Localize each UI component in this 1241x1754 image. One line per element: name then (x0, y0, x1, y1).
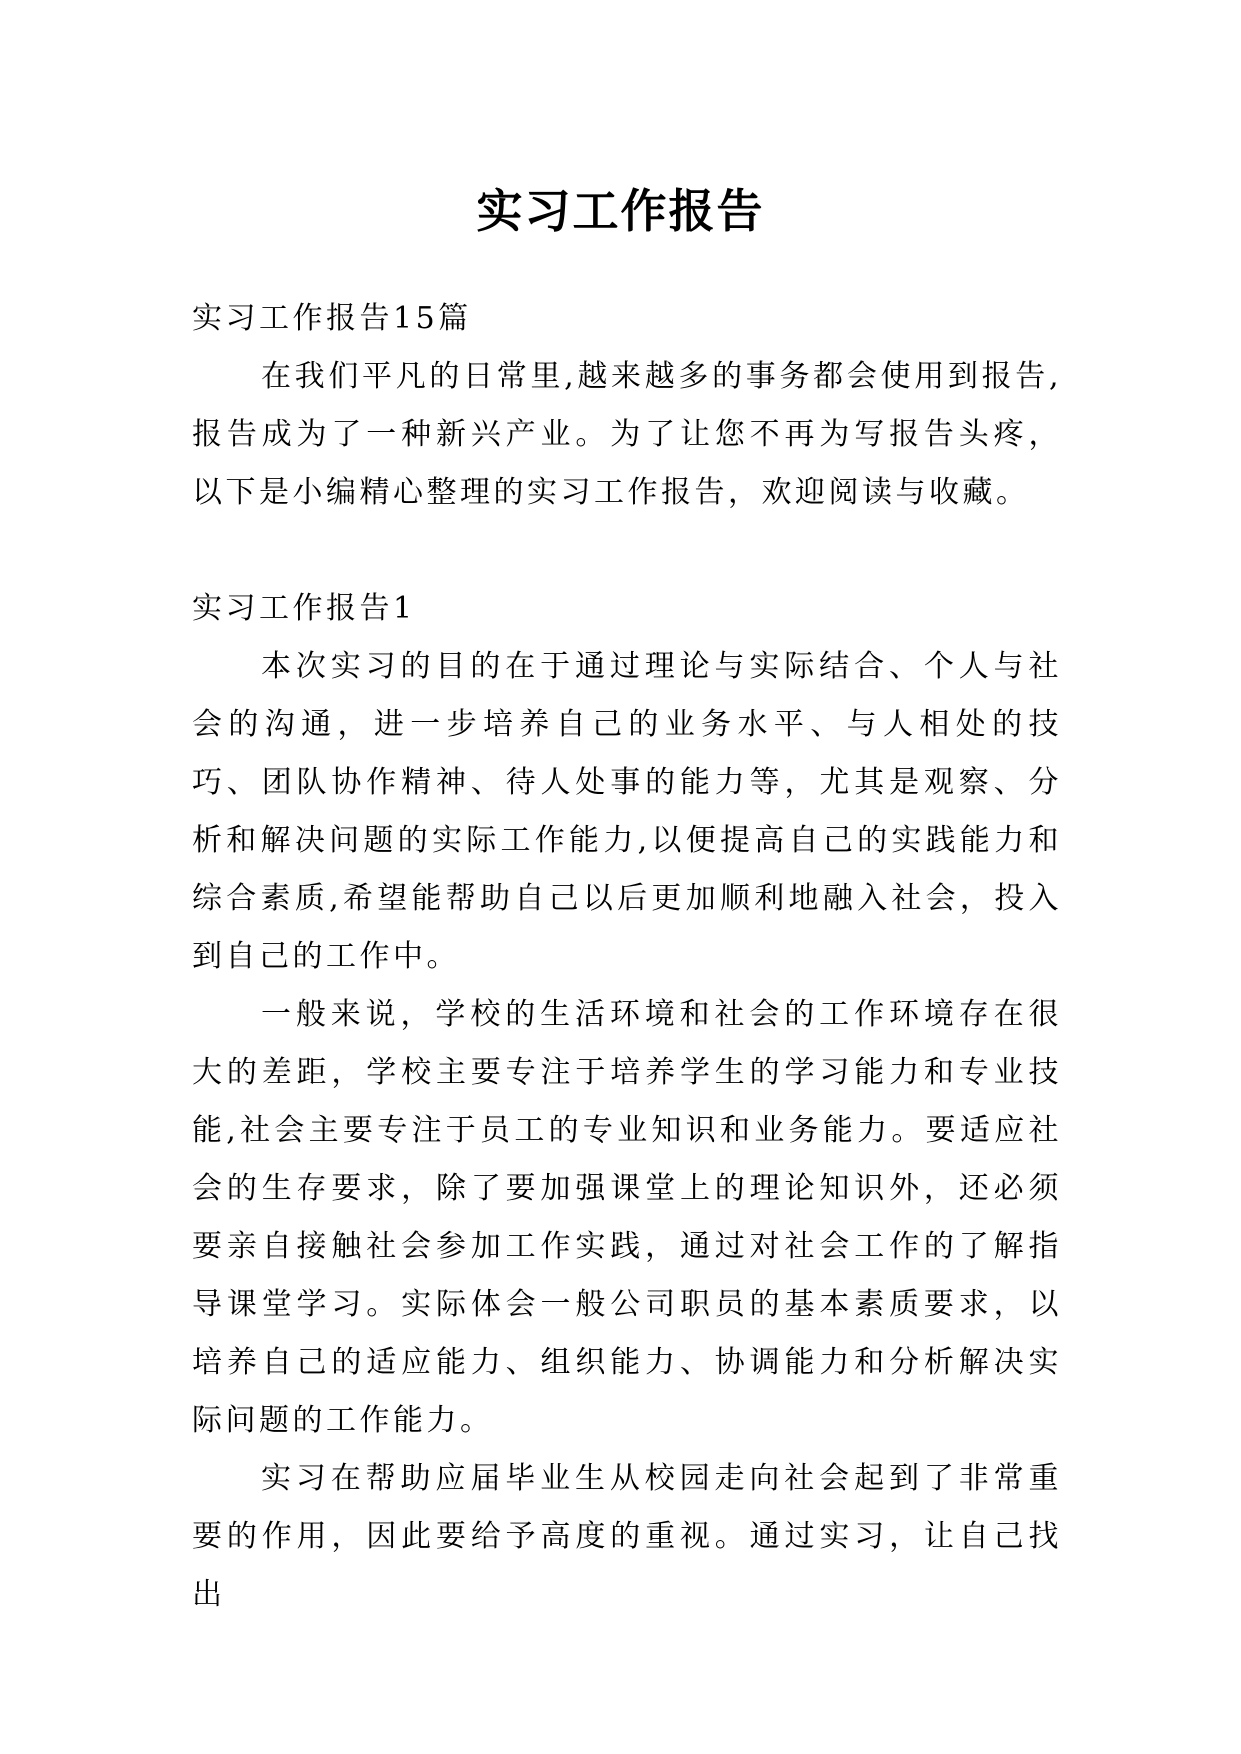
body-paragraph-2: 一般来说，学校的生活环境和社会的工作环境存在很大的差距，学校主要专注于培养学生的学习能力和专业技能,社会主要专注于员工的专业知识和业务能力。要适应社会的生存要求，除了要加强课堂上的理论知识外，还必须要亲自接触社会参加工作实践，通过对社会工作的了解指导课堂学习。实际体会一般公司职员的基本素质要求，以培养自己的适应能力、组织能力、协调能力和分析解决实际问题的工作能力。 (192, 997, 1062, 1438)
intro-paragraph: 在我们平凡的日常里,越来越多的事务都会使用到报告,报告成为了一种新兴产业。为了让您不再为写报告头疼，以下是小编精心整理的实习工作报告，欢迎阅读与收藏。 (192, 359, 1062, 510)
section-spacer (192, 522, 1062, 580)
document-body (192, 290, 1062, 1624)
body-paragraph-1: 本次实习的目的在于通过理论与实际结合、个人与社会的沟通，进一步培养自己的业务水平、与人相处的技巧、团队协作精神、待人处事的能力等，尤其是观察、分析和解决问题的实际工作能力,以便提高自己的实践能力和综合素质,希望能帮助自己以后更加顺利地融入社会，投入到自己的工作中。 (192, 649, 1062, 974)
body-paragraph-3: 实习在帮助应届毕业生从校园走向社会起到了非常重要的作用，因此要给予高度的重视。通过实习，让自己找出 (192, 1461, 1062, 1612)
document-subtitle: 实习工作报告15篇 (192, 301, 472, 336)
document-title: 实习工作报告 (476, 183, 765, 238)
section-heading: 实习工作报告1 (192, 591, 416, 626)
